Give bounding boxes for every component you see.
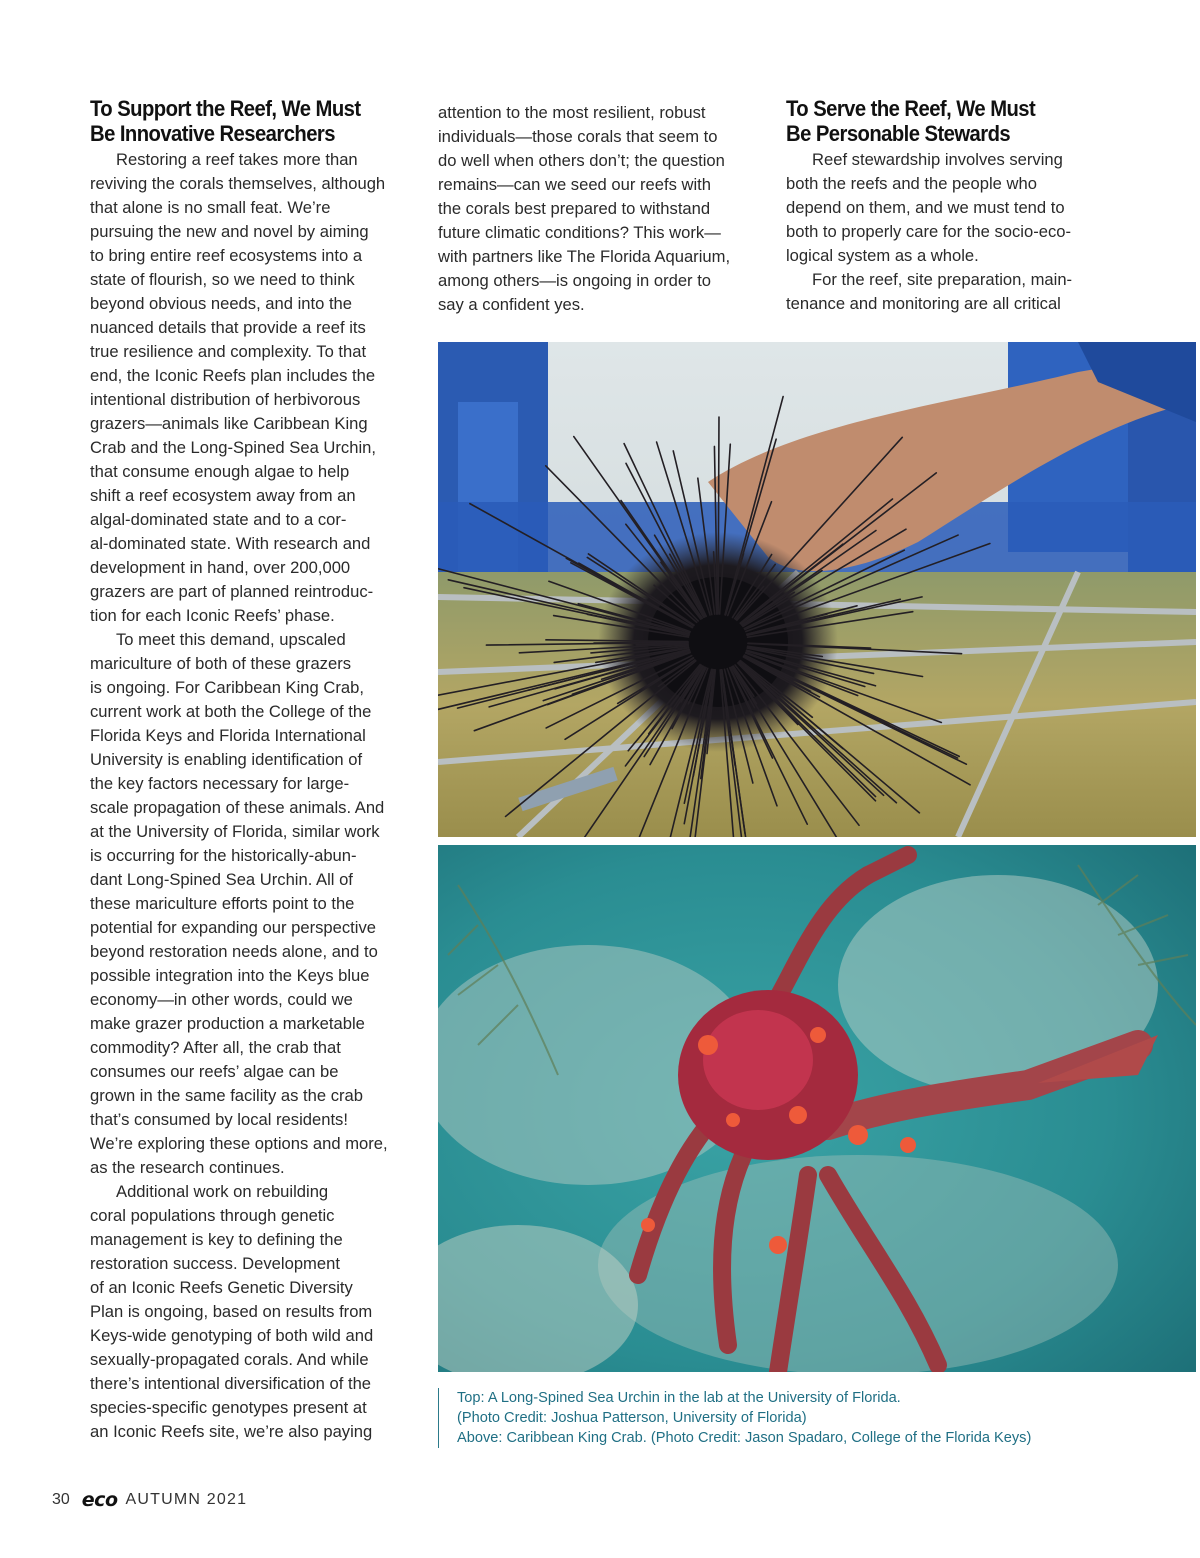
- text-line: that alone is no small feat. We’re: [90, 198, 331, 217]
- paragraph-continued: [438, 101, 768, 317]
- text-line: tion for each Iconic Reefs’ phase.: [90, 606, 335, 625]
- article-column-2: [438, 96, 768, 317]
- paragraph: [90, 148, 418, 628]
- text-line: attention to the most resilient, robust: [438, 103, 706, 122]
- text-line: both to properly care for the socio-eco-: [786, 222, 1072, 241]
- text-line: that consume enough algae to help: [90, 462, 350, 481]
- text-line: al-dominated state. With research and: [90, 534, 371, 553]
- paragraph: [786, 268, 1106, 316]
- photo-caption: [438, 1388, 1157, 1448]
- text-line: individuals—those corals that seem to: [438, 127, 718, 146]
- heading-line: Be Personable Stewards: [786, 121, 1011, 146]
- text-line: at the University of Florida, similar work: [90, 822, 380, 841]
- text-line: University is enabling identification of: [90, 750, 363, 769]
- text-line: there’s intentional diversification of the: [90, 1374, 372, 1393]
- text-line: these mariculture efforts point to the: [90, 894, 355, 913]
- heading-line: To Support the Reef, We Must: [90, 96, 361, 121]
- text-line: that’s consumed by local residents!: [90, 1110, 348, 1129]
- caption-line: Top: A Long-Spined Sea Urchin in the lab at the University of Florida.: [457, 1390, 901, 1406]
- text-line: development in hand, over 200,000: [90, 558, 351, 577]
- sea-urchin-photo: [438, 342, 1196, 837]
- text-line: is ongoing. For Caribbean King Crab,: [90, 678, 364, 697]
- text-line: as the research continues.: [90, 1158, 285, 1177]
- text-line: among others—is ongoing in order to: [438, 271, 712, 290]
- text-line: grazers—animals like Caribbean King: [90, 414, 368, 433]
- text-line: to bring entire reef ecosystems into a: [90, 246, 363, 265]
- text-line: logical system as a whole.: [786, 246, 979, 265]
- text-line: the key factors necessary for large-: [90, 774, 350, 793]
- text-line: possible integration into the Keys blue: [90, 966, 370, 985]
- text-line: mariculture of both of these grazers: [90, 654, 352, 673]
- page-number: 30: [52, 1491, 70, 1508]
- text-line: future climatic conditions? This work—: [438, 223, 721, 242]
- text-line: Florida Keys and Florida International: [90, 726, 366, 745]
- caption-line: Above: Caribbean King Crab. (Photo Credit: Jason Spadaro, College of the Florida Keys): [457, 1430, 1032, 1446]
- text-line: beyond restoration needs alone, and to: [90, 942, 378, 961]
- text-line: consumes our reefs’ algae can be: [90, 1062, 339, 1081]
- paragraph: [90, 1180, 418, 1444]
- text-line: tenance and monitoring are all critical: [786, 294, 1061, 313]
- text-line: For the reef, site preparation, main-: [812, 270, 1073, 289]
- text-line: restoration success. Development: [90, 1254, 340, 1273]
- text-line: end, the Iconic Reefs plan includes the: [90, 366, 376, 385]
- text-line: We’re exploring these options and more,: [90, 1134, 388, 1153]
- text-line: shift a reef ecosystem away from an: [90, 486, 356, 505]
- text-line: grown in the same facility as the crab: [90, 1086, 364, 1105]
- article-column-3: [786, 96, 1106, 316]
- heading-line: Be Innovative Researchers: [90, 121, 335, 146]
- text-line: state of flourish, so we need to think: [90, 270, 355, 289]
- caption-line: (Photo Credit: Joshua Patterson, University of Florida): [457, 1410, 807, 1426]
- text-line: make grazer production a marketable: [90, 1014, 365, 1033]
- text-line: algal-dominated state and to a cor-: [90, 510, 347, 529]
- text-line: with partners like The Florida Aquarium,: [438, 247, 731, 266]
- text-line: intentional distribution of herbivorous: [90, 390, 361, 409]
- text-line: coral populations through genetic: [90, 1206, 335, 1225]
- heading-line: To Serve the Reef, We Must: [786, 96, 1036, 121]
- paragraph: [90, 628, 418, 1180]
- page-footer: [52, 1488, 247, 1512]
- section-heading-stewards: [786, 96, 1080, 146]
- text-line: dant Long-Spined Sea Urchin. All of: [90, 870, 353, 889]
- text-line: To meet this demand, upscaled: [116, 630, 346, 649]
- section-heading-researchers: [90, 96, 392, 146]
- text-line: nuanced details that provide a reef its: [90, 318, 366, 337]
- text-line: Additional work on rebuilding: [116, 1182, 329, 1201]
- text-line: Reef stewardship involves serving: [812, 150, 1063, 169]
- text-line: true resilience and complexity. To that: [90, 342, 367, 361]
- text-line: the corals best prepared to withstand: [438, 199, 711, 218]
- text-line: both the reefs and the people who: [786, 174, 1037, 193]
- eco-logo: eco: [81, 1489, 118, 1511]
- king-crab-photo: [438, 845, 1196, 1372]
- text-line: sexually-propagated corals. And while: [90, 1350, 369, 1369]
- text-line: current work at both the College of the: [90, 702, 372, 721]
- issue-label: AUTUMN 2021: [125, 1491, 248, 1508]
- text-line: grazers are part of planned reintroduc-: [90, 582, 374, 601]
- text-line: Plan is ongoing, based on results from: [90, 1302, 373, 1321]
- text-line: management is key to defining the: [90, 1230, 343, 1249]
- text-line: pursuing the new and novel by aiming: [90, 222, 369, 241]
- text-line: reviving the corals themselves, although: [90, 174, 386, 193]
- text-line: do well when others don’t; the question: [438, 151, 725, 170]
- article-column-1: [90, 96, 418, 1444]
- text-line: remains—can we seed our reefs with: [438, 175, 711, 194]
- text-line: species-specific genotypes present at: [90, 1398, 367, 1417]
- text-line: potential for expanding our perspective: [90, 918, 376, 937]
- text-line: scale propagation of these animals. And: [90, 798, 385, 817]
- text-line: commodity? After all, the crab that: [90, 1038, 341, 1057]
- text-line: say a confident yes.: [438, 295, 585, 314]
- text-line: economy—in other words, could we: [90, 990, 353, 1009]
- text-line: Restoring a reef takes more than: [116, 150, 358, 169]
- paragraph: [786, 148, 1106, 268]
- text-line: is occurring for the historically-abun-: [90, 846, 357, 865]
- text-line: depend on them, and we must tend to: [786, 198, 1065, 217]
- text-line: of an Iconic Reefs Genetic Diversity: [90, 1278, 353, 1297]
- text-line: Crab and the Long-Spined Sea Urchin,: [90, 438, 376, 457]
- text-line: Keys-wide genotyping of both wild and: [90, 1326, 374, 1345]
- text-line: an Iconic Reefs site, we’re also paying: [90, 1422, 373, 1441]
- text-line: beyond obvious needs, and into the: [90, 294, 353, 313]
